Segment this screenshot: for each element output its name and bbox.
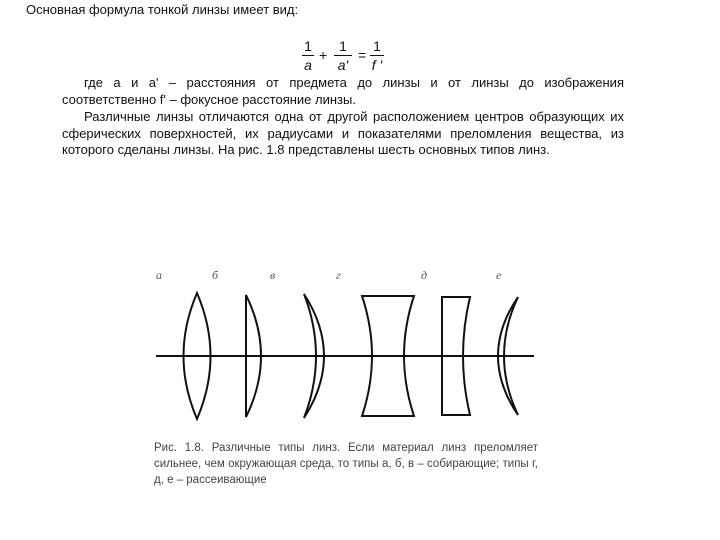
numerator: 1	[304, 38, 312, 54]
paragraph-lens-types	[62, 109, 624, 159]
numerator: 1	[339, 38, 347, 54]
numerator: 1	[373, 38, 381, 54]
lens-label-d: д	[421, 268, 428, 282]
fraction-1-over-f-prime	[370, 38, 384, 73]
equals-sign: =	[358, 47, 367, 63]
intro-heading: Основная формула тонкой линзы имеет вид:	[26, 2, 299, 17]
paragraph-definitions	[62, 75, 624, 108]
lens-label-e: е	[496, 268, 502, 282]
paragraph-2-text: Различные линзы отличаются одна от другой расположением центров образующих их сферических поверхностей, их радиусами и показателями преломления вещества, из которого сделаны линзы. На рис. 1.8 представлены шесть основных типов линз.	[62, 109, 624, 157]
fraction-bar	[302, 55, 314, 56]
lens-label-a: а	[156, 268, 162, 282]
lens-label-g: г	[336, 268, 341, 282]
plus-sign: +	[319, 47, 328, 63]
fraction-bar	[334, 55, 352, 56]
lens-label-b: б	[212, 268, 219, 282]
fraction-1-over-a-prime	[334, 38, 352, 73]
lens-label-v: в	[270, 268, 276, 282]
denominator: a	[304, 57, 312, 73]
denominator: a'	[337, 57, 349, 73]
denominator: f '	[371, 57, 383, 73]
figure-caption: Рис. 1.8. Различные типы линз. Если материал линз преломляет сильнее, чем окружающая среда, то типы а, б, в – собирающие; типы г, д, е – рассеивающие	[154, 442, 538, 486]
fraction-bar	[370, 55, 384, 56]
paragraph-1-text: где a и a' – расстояния от предмета до линзы и от линзы до изображения соответственно f' – фокусное расстояние линзы.	[62, 75, 624, 107]
fraction-1-over-a	[302, 38, 314, 73]
